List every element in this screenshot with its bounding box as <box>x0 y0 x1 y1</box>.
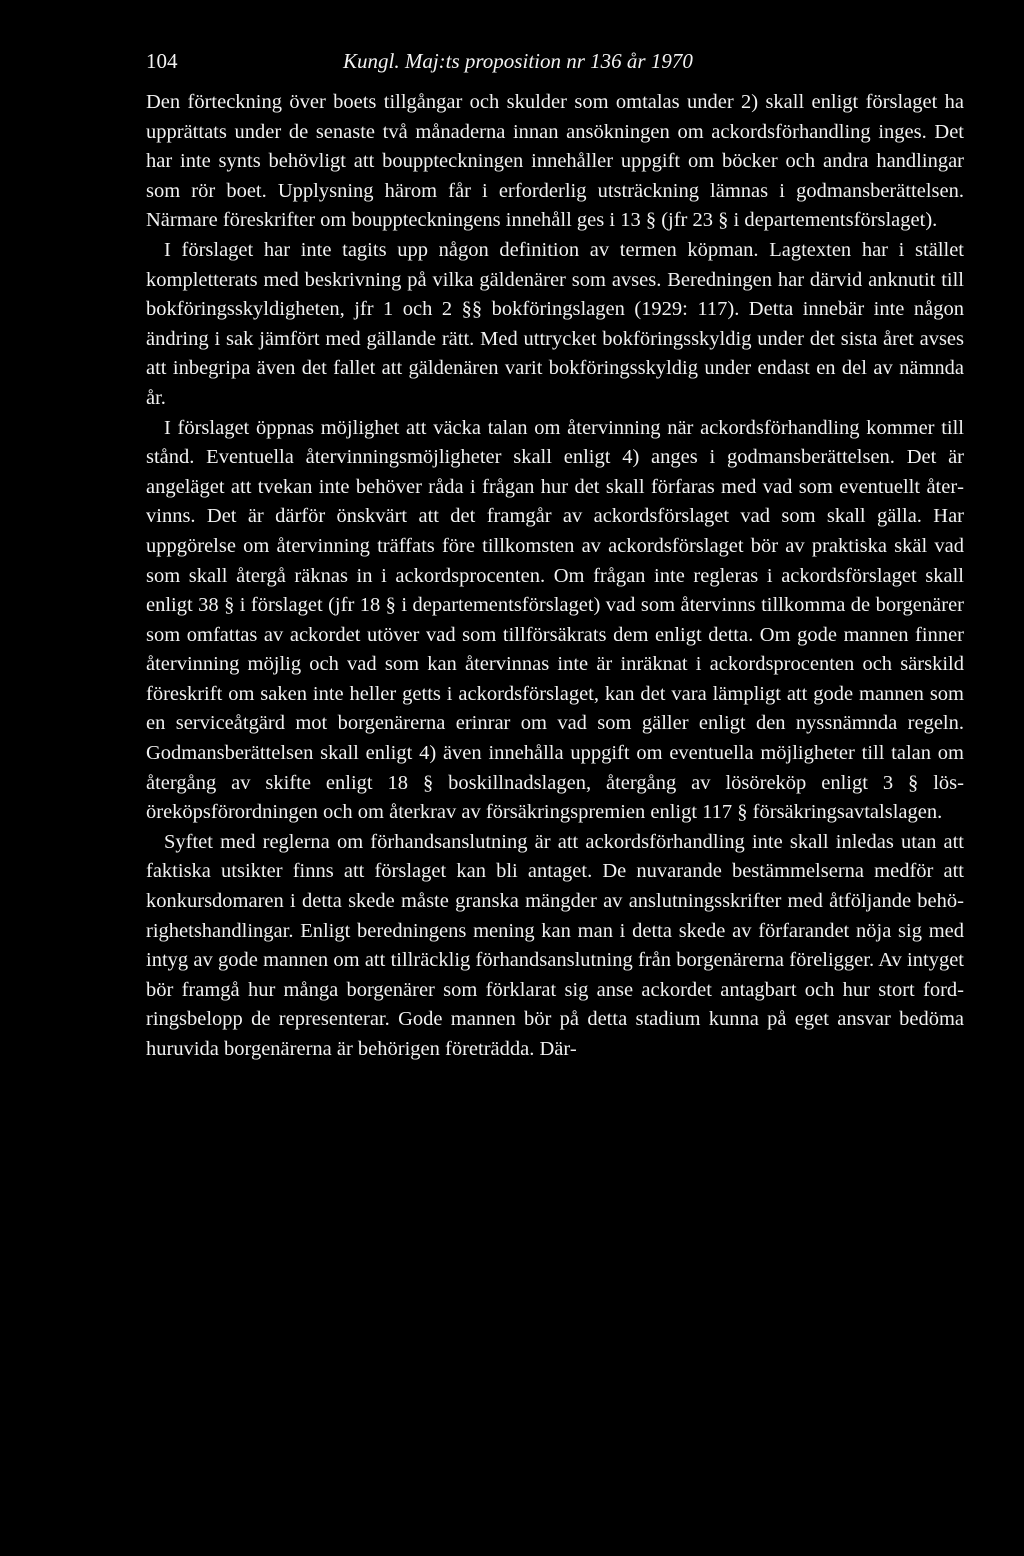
document-page <box>146 44 964 1065</box>
page-header <box>146 44 964 80</box>
page-number: 104 <box>146 49 178 73</box>
running-title: Kungl. Maj:ts proposition nr 136 år 1970 <box>343 49 693 73</box>
paragraph-forhandsanslutning: Syftet med reglerna om förhandsanslutning är att ackordsförhandling inte skall inledas utan att faktiska utsikter finns att förslaget kan bli antaget. De nuvarande bestämmelserna medför att konkursdomaren i detta skede måste granska mängder av anslutningsskrifter med åtföljande behörighetshandlingar. Enligt beredningens mening kan man i detta skede av förfarandet nöja sig med intyg av gode mannen om att tillräcklig förhandsanslutning från borgenärerna föreligger. Av intyget bör framgå hur många borgenärer som förklarat sig anse ackordet antagbart och hur stort fordringsbelopp de representerar. Gode mannen bör på detta stadium kunna på eget ansvar bedöma huruvida borgenärerna är behörigen företrädda. Där- <box>146 830 964 1060</box>
paragraph-atervinning: I förslaget öppnas möjlighet att väcka talan om återvinning när ackordsförhandling kommer till stånd. Eventuella återvinningsmöjligheter skall enligt 4) anges i godmansberättelsen. Det är angeläget att tvekan inte behöver råda i frågan hur det skall förfaras med vad som eventuellt återvinns. Det är därför önskvärt att det framgår av ackordsförslaget vad som skall gälla. Har uppgörelse om återvinning träffats före tillkomsten av ackordsförslaget bör av praktiska skäl vad som skall återgå räknas in i ackordsprocenten. Om frågan inte regleras i ackordsförslaget skall enligt 38 § i förslaget (jfr 18 § i departementsförslaget) vad som återvinns tillkomma de borgenärer som omfattas av ackordet utöver vad som tillförsäkrats dem enligt detta. Om gode mannen finner återvinning möjlig och vad som kan återvinnas inte är inräknat i ackordsprocenten och särskild föreskrift om saken inte heller getts i ackordsförslaget, kan det vara lämpligt att gode mannen som en serviceåtgärd mot borgenärerna erinrar om vad som gäller enligt den nyssnämnda regeln. Godmansberättelsen skall enligt 4) även innehålla uppgift om eventuella möjligheter till talan om återgång av skifte enligt 18 § boskillnadslagen, återgång av lösöreköp enligt 3 § lösöreköpsförordningen och om återkrav av försäkringspremien enligt 117 § försäkringsavtalslagen. <box>146 416 964 824</box>
body-text <box>146 88 964 1065</box>
paragraph-kopman-definition: I förslaget har inte tagits upp någon definition av termen köpman. Lagtexten har i stället kompletterats med beskrivning på vilka gäldenärer som avses. Beredningen har därvid anknutit till bokföringsskyldigheten, jfr 1 och 2 §§ bokföringslagen (1929: 117). Detta innebär inte någon ändring i sak jämfört med gällande rätt. Med uttrycket bokföringsskyldig under det sista året avses att inbegripa även det fallet att gäldenären varit bokföringsskyldig under endast en del av nämnda år. <box>146 238 964 409</box>
paragraph-boets-forteckning: Den förteckning över boets tillgångar och skulder som omtalas under 2) skall enligt förslaget ha upprättats under de senaste två månaderna innan ansökningen om ackordsförhandling inges. Det har inte synts behövligt att bouppteckningen innehåller uppgift om böcker och andra handlingar som rör boet. Upplysning härom får i erforderlig utsträckning lämnas i godmansberättelsen. Närmare föreskrifter om bouppteckningens innehåll ges i 13 § (jfr 23 § i departementsförslaget). <box>146 91 964 232</box>
